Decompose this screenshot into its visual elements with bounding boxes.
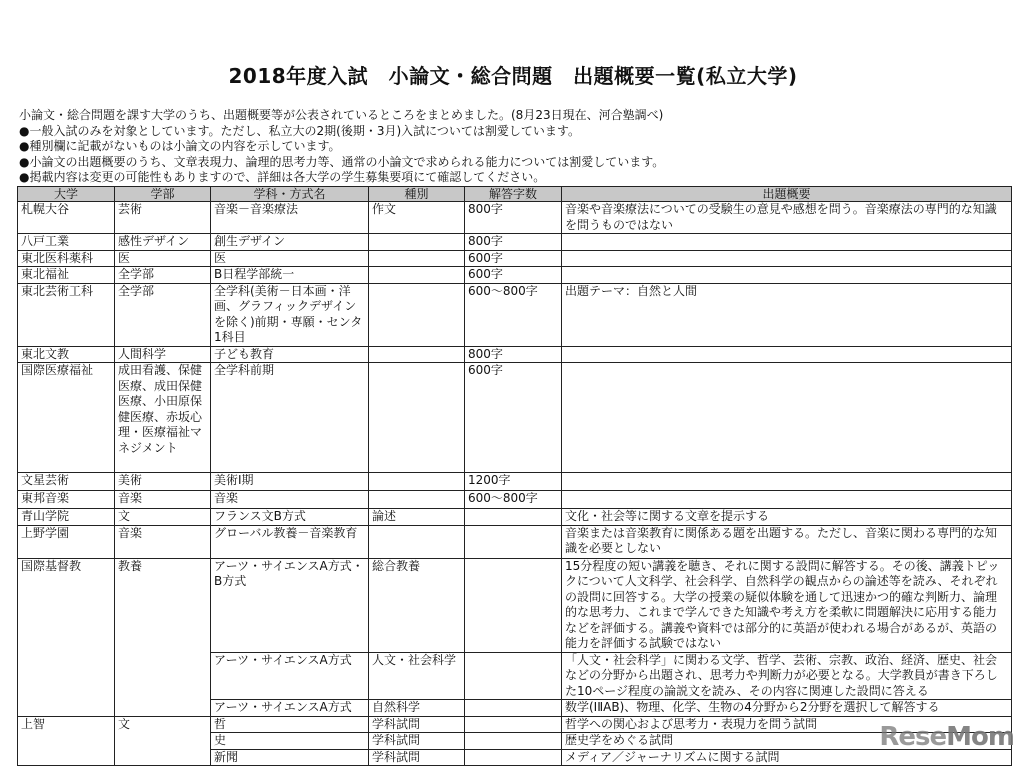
exam-summary-table [17,186,1012,766]
table-row [18,525,1012,558]
cell-type [369,491,465,509]
cell-faculty: 教養 [115,558,211,716]
cell-univ: 東北福祉 [18,267,115,284]
cell-summary: 「人文・社会科学」に関わる文学、哲学、芸術、宗教、政治、経済、歴史、社会などの分野から出題され、思考力や判断力が必要となる。大学教員が書き下ろした10ページ程度の論説文を読み、その内容に関連した設問に答える [562,652,1012,700]
cell-faculty: 医 [115,250,211,267]
cell-summary [562,250,1012,267]
cell-type: 学科試問 [369,733,465,750]
cell-dept: アーツ・サイエンスA方式 [211,700,369,717]
header-type: 種別 [369,187,465,202]
cell-summary [562,491,1012,509]
cell-chars: 800字 [465,346,562,363]
header-chars: 解答字数 [465,187,562,202]
page-title: 2018年度入試 小論文・総合問題 出題概要一覧(私立大学) [228,64,798,88]
cell-univ: 東邦音楽 [18,491,115,509]
header-faculty: 学部 [115,187,211,202]
cell-univ: 東北文教 [18,346,115,363]
cell-chars [465,733,562,750]
note-item: ●掲載内容は変更の可能性もありますので、詳細は各大学の学生募集要項にて確認してください。 [19,170,546,185]
cell-summary: 音楽や音楽療法についての受験生の意見や感想を問う。音楽療法の専門的な知識を問うものではない [562,202,1012,234]
cell-chars: 600字 [465,363,562,473]
table-row [18,202,1012,234]
table-row [18,716,1012,733]
cell-dept: アーツ・サイエンスA方式 [211,652,369,700]
table-header-row [18,187,1012,202]
table-row [18,491,1012,509]
table-row [18,234,1012,251]
cell-dept: アーツ・サイエンスA方式・B方式 [211,558,369,652]
cell-dept: フランス文B方式 [211,509,369,526]
cell-univ: 札幌大谷 [18,202,115,234]
table-row [18,473,1012,491]
cell-dept: B日程学部統一 [211,267,369,284]
cell-summary [562,234,1012,251]
cell-faculty: 音楽 [115,491,211,509]
cell-summary: 15分程度の短い講義を聴き、それに関する設問に解答する。その後、講義トピックについて人文科学、社会科学、自然科学の観点からの論述等を読み、それぞれの設問に回答する。大学の授業の疑似体験を通して迅速かつ的確な判断力、論理的な思考力、これまで学んできた知識や考え方を柔軟に問題解決に応用する能力などを評価する。講義や資料では部分的に英語が使われる場合があるが、英語の能力を評価する試験ではない [562,558,1012,652]
cell-chars [465,700,562,717]
header-univ: 大学 [18,187,115,202]
cell-chars: 1200字 [465,473,562,491]
cell-chars [465,525,562,558]
cell-univ: 東北芸術工科 [18,283,115,346]
cell-summary [562,267,1012,284]
cell-summary [562,473,1012,491]
cell-type [369,363,465,473]
cell-univ: 上智 [18,716,115,766]
cell-type [369,283,465,346]
cell-type [369,525,465,558]
cell-type [369,234,465,251]
header-dept: 学科・方式名 [211,187,369,202]
cell-univ: 八戸工業 [18,234,115,251]
cell-chars: 600～800字 [465,491,562,509]
cell-type: 論述 [369,509,465,526]
table-row [18,250,1012,267]
cell-faculty: 人間科学 [115,346,211,363]
cell-chars [465,558,562,652]
cell-faculty: 美術 [115,473,211,491]
cell-summary: 文化・社会等に関する文章を提示する [562,509,1012,526]
cell-faculty: 文 [115,716,211,766]
cell-type [369,346,465,363]
cell-univ: 国際基督教 [18,558,115,716]
resemom-watermark-logo: ReseMom [879,722,1014,752]
cell-dept: 音楽 [211,491,369,509]
note-item: ●小論文の出題概要のうち、文章表現力、論理的思考力等、通常の小論文で求められる能力については割愛しています。 [19,154,665,169]
cell-type: 自然科学 [369,700,465,717]
table-row [18,346,1012,363]
cell-univ: 上野学園 [18,525,115,558]
table-row [18,509,1012,526]
cell-type: 人文・社会科学 [369,652,465,700]
cell-dept: 哲 [211,716,369,733]
cell-type [369,473,465,491]
cell-chars: 800字 [465,202,562,234]
cell-chars: 600字 [465,250,562,267]
cell-summary: 歴史学をめぐる試問 [562,733,1012,750]
cell-dept: 音楽－音楽療法 [211,202,369,234]
cell-chars [465,749,562,766]
cell-faculty: 全学部 [115,283,211,346]
cell-type: 作文 [369,202,465,234]
cell-dept: 全学科前期 [211,363,369,473]
cell-type [369,250,465,267]
note-item: ●一般入試のみを対象としています。ただし、私立大の2期(後期・3月)入試については割愛しています。 [19,123,580,138]
table-row [18,558,1012,652]
cell-univ: 青山学院 [18,509,115,526]
cell-faculty: 全学部 [115,267,211,284]
cell-chars [465,509,562,526]
cell-dept: 子ども教育 [211,346,369,363]
cell-summary: メディア／ジャーナリズムに関する試問 [562,749,1012,766]
cell-dept: 創生デザイン [211,234,369,251]
cell-dept: 美術Ⅰ期 [211,473,369,491]
cell-summary: 数学(ⅠⅡAB)、物理、化学、生物の4分野から2分野を選択して解答する [562,700,1012,717]
cell-faculty: 文 [115,509,211,526]
cell-summary: 哲学への関心および思考力・表現力を問う試問 [562,716,1012,733]
cell-faculty: 感性デザイン [115,234,211,251]
cell-dept: 医 [211,250,369,267]
table-row [18,363,1012,473]
cell-summary: 音楽または音楽教育に関係ある題を出題する。ただし、音楽に関わる専門的な知識を必要としない [562,525,1012,558]
cell-chars [465,716,562,733]
cell-faculty: 音楽 [115,525,211,558]
cell-summary [562,363,1012,473]
cell-chars: 600字 [465,267,562,284]
cell-summary: 出題テーマ：自然と人間 [562,283,1012,346]
cell-dept: 新聞 [211,749,369,766]
cell-chars: 600～800字 [465,283,562,346]
cell-summary [562,346,1012,363]
header-summary: 出題概要 [562,187,1012,202]
note-item: ●種別欄に記載がないものは小論文の内容を示しています。 [19,139,341,154]
notes [19,108,664,186]
cell-dept: 史 [211,733,369,750]
cell-type [369,267,465,284]
cell-type: 総合教養 [369,558,465,652]
cell-univ: 国際医療福祉 [18,363,115,473]
cell-chars: 800字 [465,234,562,251]
note-intro: 小論文・総合問題を課す大学のうち、出題概要等が公表されているところをまとめました。(8月23日現在、河合塾調べ) [19,108,664,122]
cell-dept: グローバル教養－音楽教育 [211,525,369,558]
cell-faculty: 芸術 [115,202,211,234]
cell-dept: 全学科(美術－日本画・洋画、グラフィックデザインを除く)前期・専願・センタ1科目 [211,283,369,346]
cell-type: 学科試問 [369,716,465,733]
cell-univ: 文星芸術 [18,473,115,491]
table-row [18,283,1012,346]
cell-type: 学科試問 [369,749,465,766]
cell-chars [465,652,562,700]
table-row [18,267,1012,284]
cell-univ: 東北医科薬科 [18,250,115,267]
cell-faculty: 成田看護、保健医療、成田保健医療、小田原保健医療、赤坂心理・医療福祉マネジメント [115,363,211,473]
